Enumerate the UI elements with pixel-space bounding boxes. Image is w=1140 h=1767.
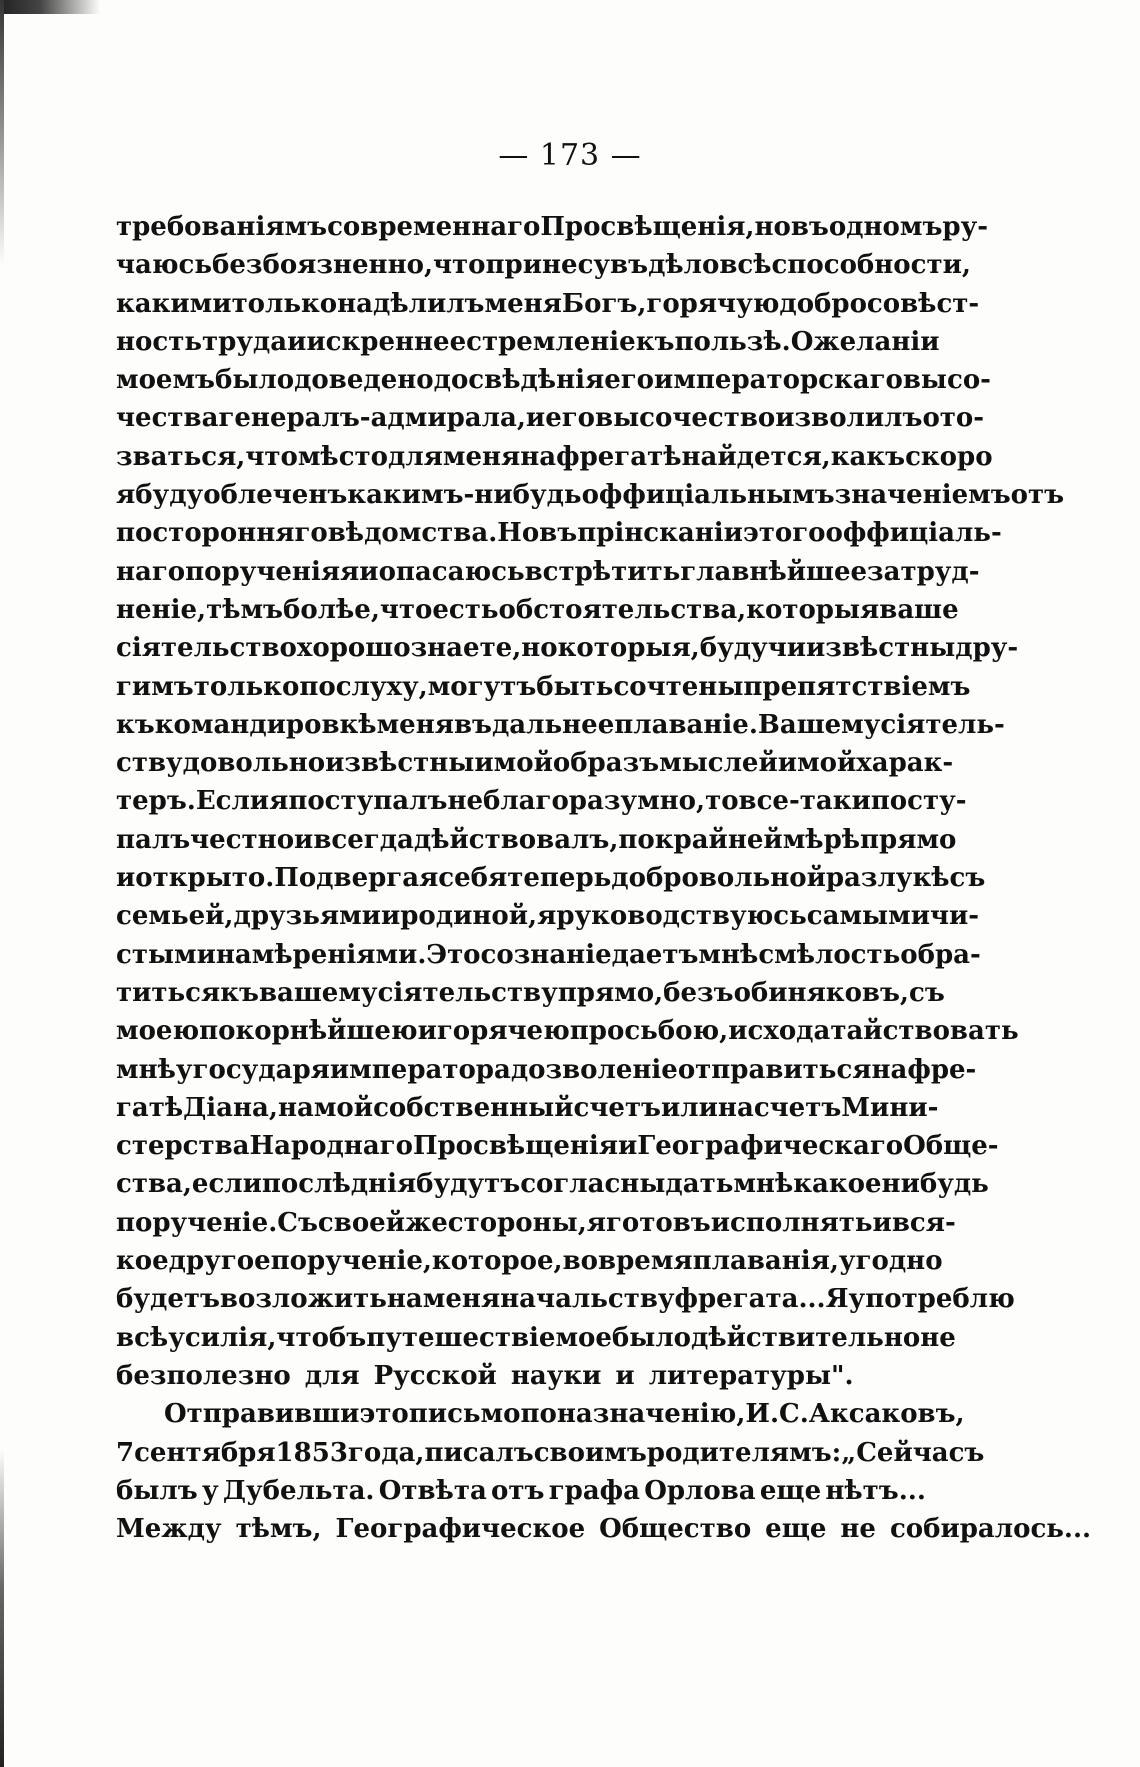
text-line: я буду облеченъ какимъ-нибудь оффиціальнымъ значеніемъ отъ [116,480,1065,511]
scan-edge-mark [0,0,100,14]
text-line: стерства Народнаго Просвѣщенія и Географическаго Обще- [116,1131,999,1162]
text-line: Между тѣмъ, Географическое Общество еще не собиралось... [116,1514,1092,1545]
scan-left-border [0,0,4,1767]
text-line: семьей, друзьями и родиной, я руководствуюсь самыми чи- [116,901,980,932]
text-line: кое другое порученіе, которое, во время плаванія, угодно [116,1246,943,1277]
text-line: безполезно для Русской науки и литературы". [116,1360,854,1391]
text-line: 7 сентября 1853 года, писалъ своимъ родителямъ: „Сейчасъ [116,1437,985,1468]
text-line: ность труда и искреннее стремленіе къ пользѣ. О желаніи [116,326,940,357]
text-line: ства, если послѣднія будутъ согласны дать мнѣ какое нибудь [116,1169,989,1200]
text-line: посторонняго вѣдомства. Но въ прінсканіи этого оффиціаль- [116,518,1002,549]
text-line: зваться, что мѣсто для меня на фрегатѣ найдется, какъ скоро [116,441,993,472]
text-line: неніе, тѣмъ болѣе, что есть обстоятельства, которыя ваше [116,594,959,625]
text-line: мнѣ у государя императора дозволеніе отправиться на фре- [116,1054,977,1085]
text-line: Отправивши это письмо по назначенію, И. С. Аксаковъ, [164,1399,965,1430]
body-text [116,208,1092,1548]
text-line: моею покорнѣйшею и горячею просьбою, исходатайствовать [116,1016,1019,1047]
text-line: и открыто. Подвергая себя теперь добровольной разлукѣ съ [116,863,986,894]
text-line: ству довольно извѣстны и мой образъ мыслей и мой харак- [116,748,954,779]
text-line: палъ честно и всегда дѣйствовалъ, по крайней мѣрѣ прямо [116,824,957,855]
text-line: моемъ было доведено до свѣдѣнія его императорскаго высо- [116,365,991,396]
text-line: гатѣ Діана, на мой собственный счетъ или на счетъ Мини- [116,1092,939,1123]
text-line: къ командировкѣ меня въ дальнее плаваніе. Вашему сіятель- [116,709,1005,740]
text-line: чества генералъ-адмирала, и его высочество изволилъ ото- [116,403,985,434]
text-line: наго порученія я и опасаюсь встрѣтить главнѣйшее затруд- [116,556,980,587]
text-line: сіятельство хорошо знаете, но которыя, будучи извѣстны дру- [116,633,1019,664]
text-line: порученіе. Съ своей же стороны, я готовъ исполнять и вся- [116,1207,956,1238]
text-line: стыми намѣреніями. Это сознаніе даетъ мнѣ смѣлость обра- [116,939,981,970]
text-line: будетъ возложить на меня начальству фрегата... Я употреблю [116,1284,1015,1315]
text-line: требованіямъ современнаго Просвѣщенія, но въ одномъ ру- [116,212,989,242]
text-line: былъ у Дубельта. Отвѣта отъ графа Орлова еще нѣтъ... [116,1475,926,1506]
text-line: титься къ вашему сіятельству прямо, безъ обиняковъ, съ [116,977,945,1008]
text-line: всѣ усилія, чтобъ путешествіе мое было дѣйствительно не [116,1322,956,1353]
page-number: — 173 — [498,138,642,173]
text-line: чаюсь безбоязненно, что принесу въ дѣло всѣ способности, [116,250,971,281]
text-line: теръ. Если я поступалъ неблагоразумно, то все-таки посту- [116,786,967,817]
text-line: какими только надѣлилъ меня Богъ, горячую добросовѣст- [116,288,980,319]
text-line: гимъ только по слуху, могутъ быть сочтены препятствіемъ [116,671,971,702]
